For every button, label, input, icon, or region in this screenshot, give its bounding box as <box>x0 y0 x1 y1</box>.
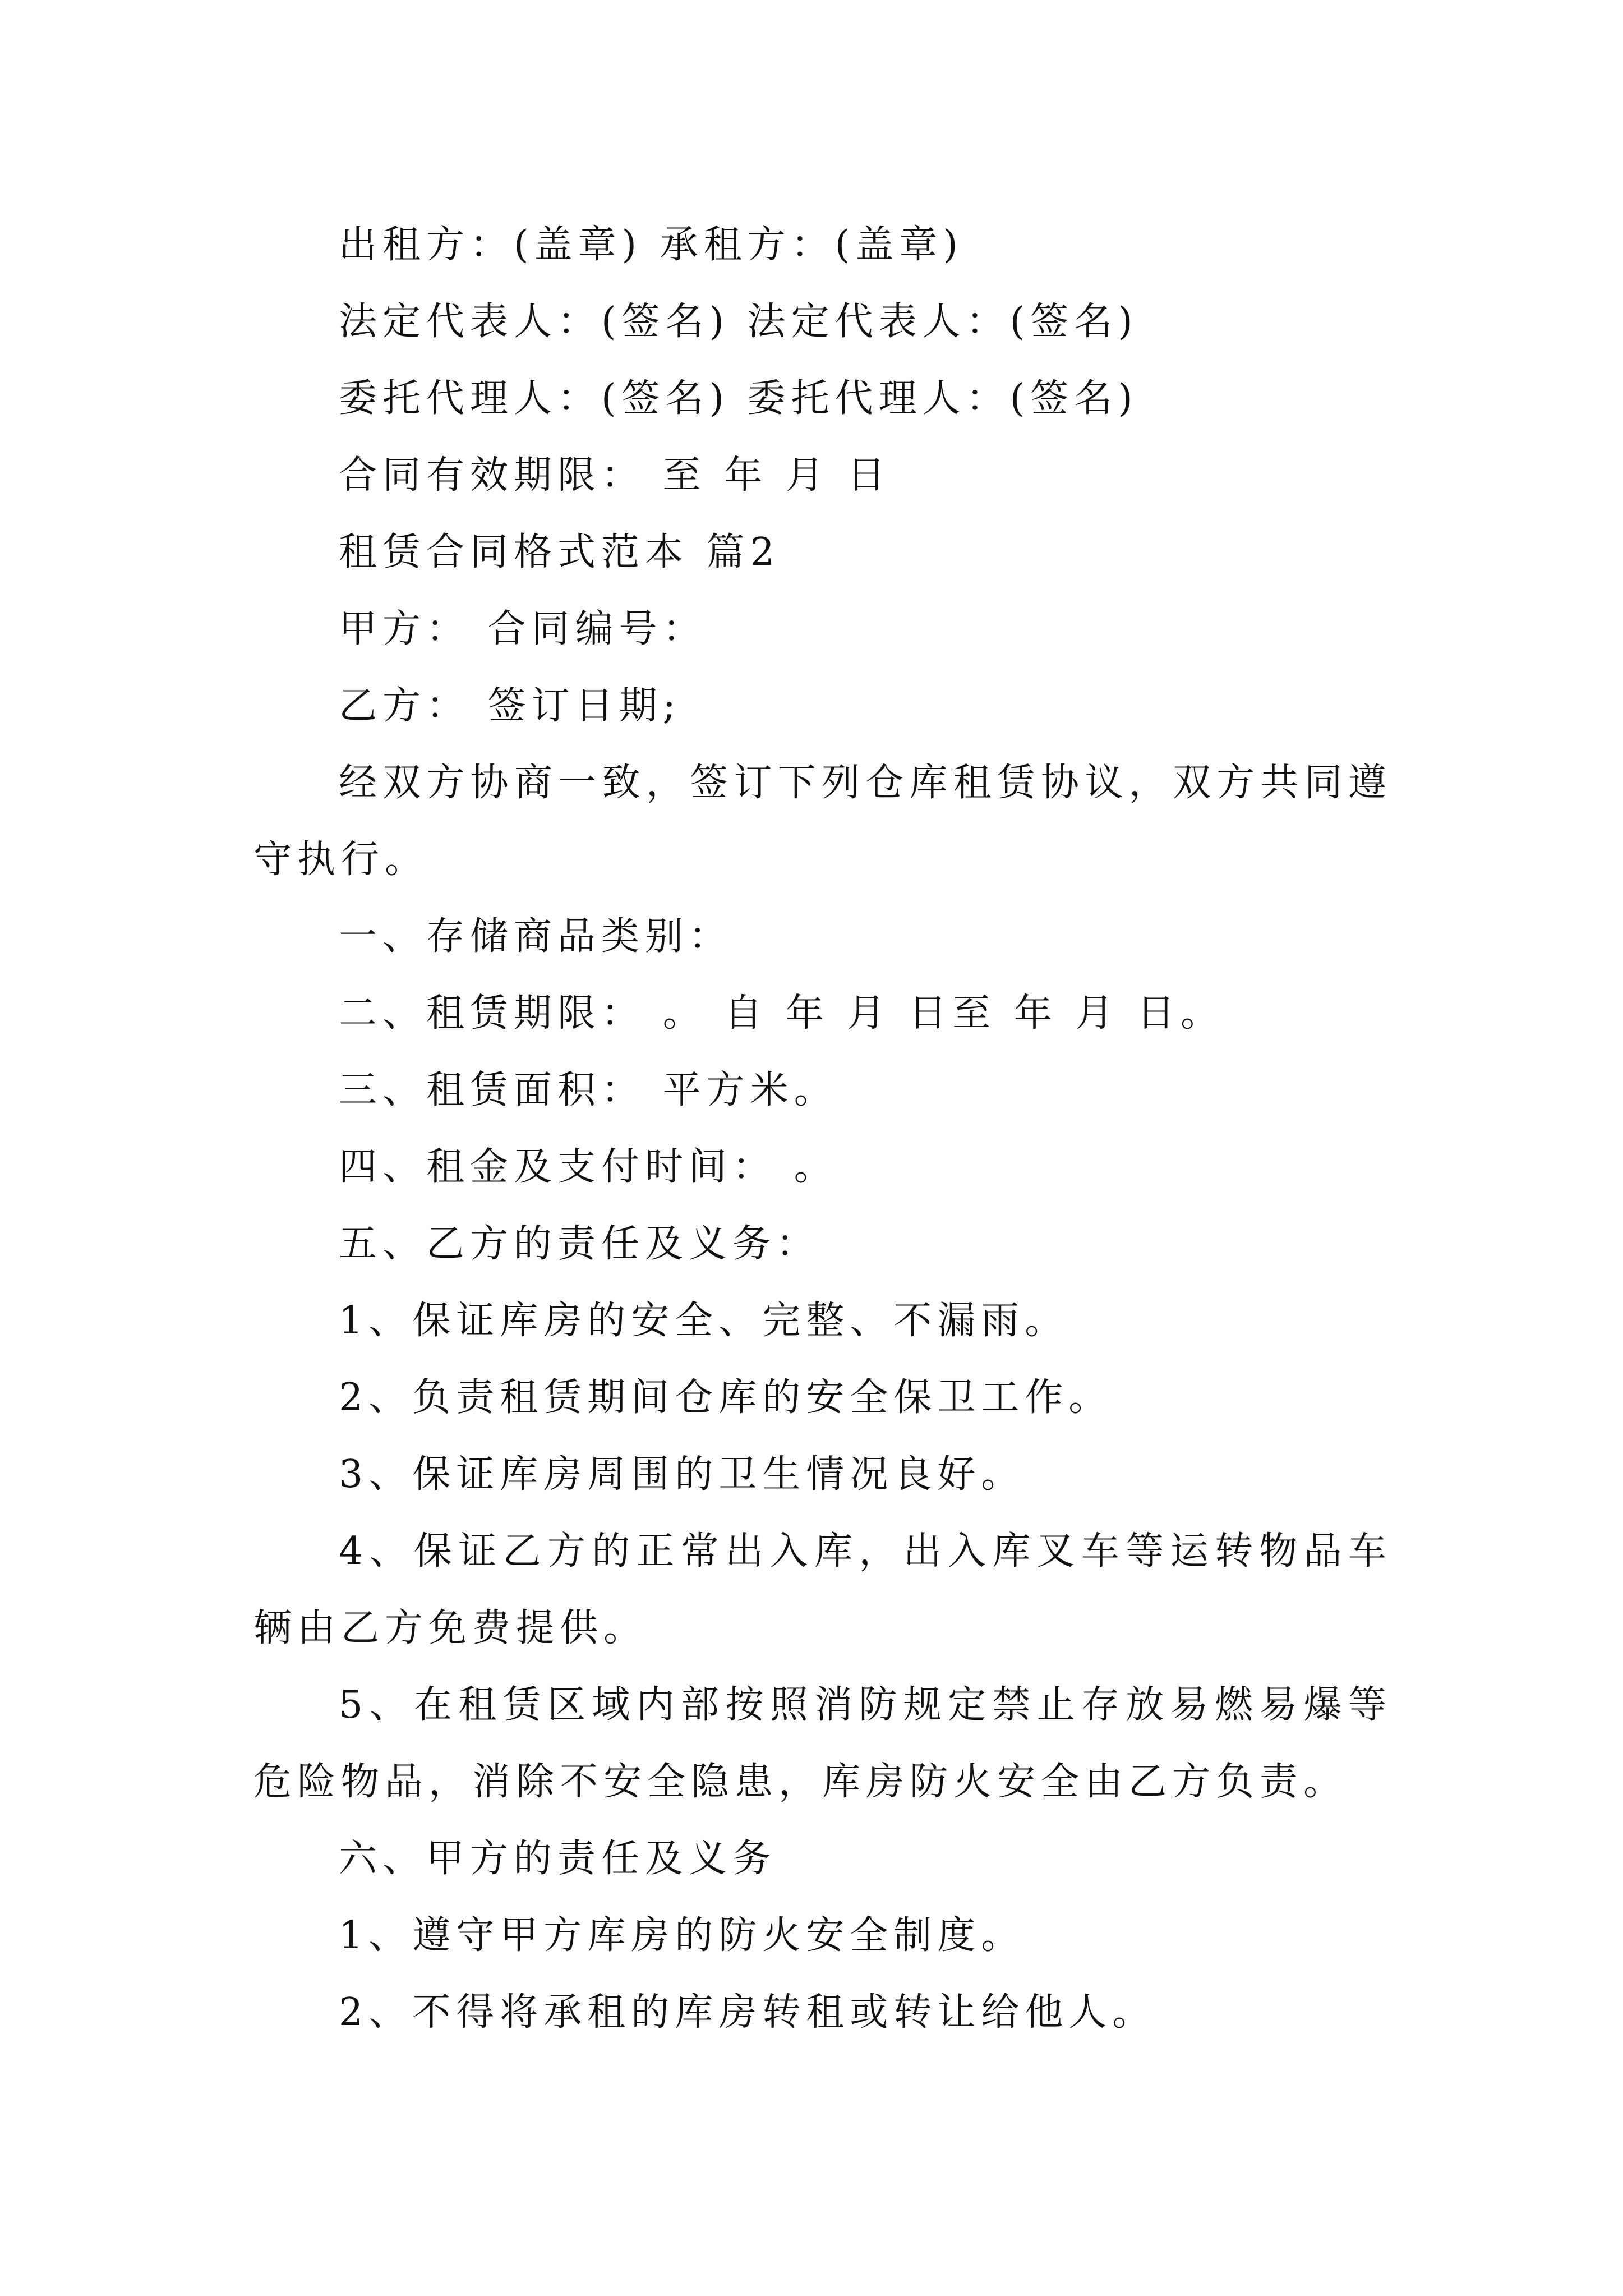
clause-item: 2、不得将承租的库房转租或转让给他人。 <box>339 1990 1156 2035</box>
clause-item: 1、遵守甲方库房的防火安全制度。 <box>339 1913 1025 1958</box>
clause-item: 一、存储商品类别： <box>339 914 733 959</box>
clause-paragraph: 4、保证乙方的正常出入库，出入库叉车等运转物品车辆由乙方免费提供。 <box>253 1529 1392 1650</box>
clause-item: 三、租赁面积： 平方米。 <box>339 1068 838 1112</box>
legal-representative-line: 法定代表人：(签名) 法定代表人：(签名) <box>339 300 1138 344</box>
intro-paragraph: 经双方协商一致，签订下列仓库租赁协议，双方共同遵守执行。 <box>253 761 1392 882</box>
lessor-seal-line: 出租方：(盖章) 承租方：(盖章) <box>339 223 963 267</box>
document-body <box>253 206 1392 2051</box>
authorized-agent-line: 委托代理人：(签名) 委托代理人：(签名) <box>339 376 1138 421</box>
clause-heading: 五、乙方的责任及义务： <box>339 1222 820 1266</box>
clause-item: 2、负责租赁期间仓库的安全保卫工作。 <box>339 1375 1113 1420</box>
clause-heading: 六、甲方的责任及义务 <box>339 1837 777 1881</box>
section-heading: 租赁合同格式范本 篇2 <box>339 530 780 574</box>
clause-item: 四、租金及支付时间： 。 <box>339 1145 838 1189</box>
clause-item: 3、保证库房周围的卫生情况良好。 <box>339 1452 1025 1497</box>
contract-validity-line: 合同有效期限： 至 年 月 日 <box>339 453 891 498</box>
clause-item: 1、保证库房的安全、完整、不漏雨。 <box>339 1299 1069 1343</box>
clause-item: 二、租赁期限： 。 自 年 月 日至 年 月 日。 <box>339 991 1224 1036</box>
party-a-line: 甲方： 合同编号： <box>339 607 707 651</box>
party-b-line: 乙方： 签订日期; <box>339 684 681 728</box>
clause-paragraph: 5、在租赁区域内部按照消防规定禁止存放易燃易爆等危险物品，消除不安全隐患，库房防火安全由乙方负责。 <box>253 1683 1392 1804</box>
